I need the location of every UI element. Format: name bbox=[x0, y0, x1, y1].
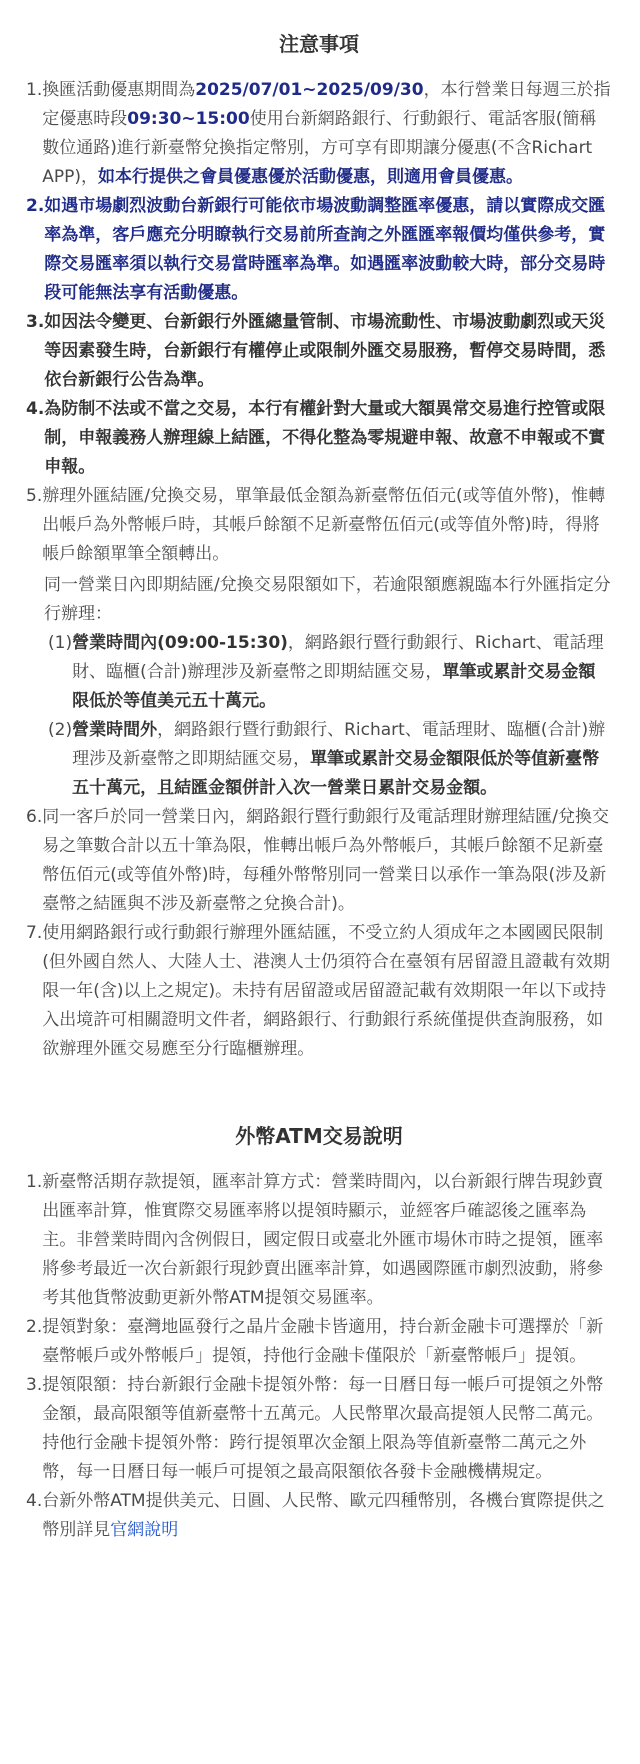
after-hours-label: 營業時間外 bbox=[72, 720, 158, 740]
item-text: 使用網路銀行或行動銀行辦理外匯結匯，不受立約人須成年之本國國民限制(但外國自然人、大陸人士、港澳人士仍須符合在臺領有居留證且證載有效期限一年(含)以上之規定)。未持有居留證或居留證記載有效期限一年以下或持入出境許可相關證明文件者，網路銀行、行動銀行系統僅提供查詢服務，如欲辦理外匯交易應至分行臨櫃辦理。 bbox=[42, 923, 610, 1059]
sub-text-part: ，網路銀行暨行動銀行、Richart、電話理財、臨櫃(合計)辦理涉及新臺幣之即期結匯交易， bbox=[72, 720, 606, 769]
item-number: 3. bbox=[26, 312, 45, 332]
item-text: 提領限額：持台新銀行金融卡提領外幣：每一日曆日每一帳戶可提領之外幣金額，最高限額等值新臺幣十五萬元。人民幣單次最高提領人民幣二萬元。持他行金融卡提領外幣：跨行提領單次金額上限為等值新臺幣二萬元之外幣，每一日曆日每一帳戶可提領之最高限額依各發卡金融機構規定。 bbox=[42, 1375, 604, 1482]
limit-intro: 同一營業日內即期結匯/兌換交易限額如下，若逾限額應親臨本行外匯指定分行辦理： bbox=[44, 575, 611, 624]
official-website-link[interactable]: 官網說明 bbox=[110, 1520, 179, 1540]
item-text-part: ，本行營業日每週三於指定優惠時段 bbox=[42, 80, 611, 129]
item-text-part: 使用台新網路銀行、行動銀行、電話客服(簡稱數位通路)進行新臺幣兌換指定幣別，方可享有即期讓分優惠(不含Richart APP)， bbox=[42, 109, 610, 187]
sub-text bbox=[72, 629, 612, 716]
item-number: 1. bbox=[26, 80, 43, 100]
promo-time: 09:30~15:00 bbox=[127, 109, 250, 129]
business-hours-label: 營業時間內(09:00-15:30) bbox=[72, 633, 288, 653]
atm-title: 外幣ATM交易說明 bbox=[235, 1124, 403, 1148]
limit-amount: 單筆或累計交易金額限低於等值新臺幣五十萬元，且結匯金額併計入次一營業日累計交易金額。 bbox=[72, 749, 600, 798]
notes-title: 注意事項 bbox=[279, 32, 359, 56]
promo-period: 2025/07/01~2025/09/30 bbox=[195, 80, 424, 100]
item-number: 4. bbox=[26, 1491, 43, 1511]
item-number: 3. bbox=[26, 1375, 43, 1395]
item-text: 如遇市場劇烈波動台新銀行可能依市場波動調整匯率優惠，請以實際成交匯率為準，客戶應充分明瞭執行交易前所查詢之外匯匯率報價均僅供參考，實際交易匯率須以執行交易當時匯率為準。如遇匯率波動較大時，部分交易時段可能無法享有活動優惠。 bbox=[44, 196, 606, 303]
sub-text bbox=[72, 716, 612, 803]
item-number: 4. bbox=[26, 399, 45, 419]
sub-number: (2) bbox=[48, 720, 73, 740]
notes-item-5 bbox=[26, 482, 612, 569]
limit-amount: 單筆或累計交易金額限低於等值美元五十萬元。 bbox=[72, 662, 596, 711]
item-text-part: 台新外幣ATM提供美元、日圓、人民幣、歐元四種幣別，各機台實際提供之幣別詳見 bbox=[42, 1491, 605, 1540]
notes-item-4 bbox=[26, 395, 612, 482]
notes-list bbox=[26, 76, 612, 1064]
notes-item-3 bbox=[26, 308, 612, 395]
item-number: 6. bbox=[26, 807, 43, 827]
notes-item-6 bbox=[26, 803, 612, 919]
sub-number: (1) bbox=[48, 633, 73, 653]
notes-item-1 bbox=[26, 76, 612, 192]
item-text: 新臺幣活期存款提領，匯率計算方式：營業時間內，以台新銀行牌告現鈔賣出匯率計算，惟實際交易匯率將以提領時顯示，並經客戶確認後之匯率為主。非營業時間內含例假日，國定假日或臺北外匯市場休市時之提領，匯率將參考最近一次台新銀行現鈔賣出匯率計算，如遇國際匯市劇烈波動，將參考其他貨幣波動更新外幣ATM提領交易匯率。 bbox=[42, 1172, 604, 1308]
item-number: 1. bbox=[26, 1172, 43, 1192]
item-number: 2. bbox=[26, 1317, 43, 1337]
item-number: 5. bbox=[26, 486, 43, 506]
atm-list bbox=[26, 1168, 612, 1545]
item-text: 如因法令變更、台新銀行外匯總量管制、市場流動性、市場波動劇烈或天災等因素發生時，台新銀行有權停止或限制外匯交易服務，暫停交易時間，悉依台新銀行公告為準。 bbox=[44, 312, 606, 390]
item-text: 同一客戶於同一營業日內，網路銀行暨行動銀行及電話理財辦理結匯/兌換交易之筆數合計以五十筆為限，惟轉出帳戶為外幣帳戶，其帳戶餘額不足新臺幣伍佰元(或等值外幣)時，每種外幣幣別同一營業日以承作一筆為限(涉及新臺幣之結匯與不涉及新臺幣之兌換合計)。 bbox=[42, 807, 609, 914]
atm-item-1 bbox=[26, 1168, 612, 1313]
item-text: 提領對象：臺灣地區發行之晶片金融卡皆適用，持台新金融卡可選擇於「新臺幣帳戶或外幣帳戶」提領，持他行金融卡僅限於「新臺幣帳戶」提領。 bbox=[42, 1317, 604, 1366]
notes-item-2 bbox=[26, 192, 612, 308]
item-number: 2. bbox=[26, 196, 45, 216]
atm-item-4 bbox=[26, 1487, 612, 1545]
item-text: 為防制不法或不當之交易，本行有權針對大量或大額異常交易進行控管或限制，申報義務人辦理線上結匯，不得化整為零規避申報、故意不申報或不實申報。 bbox=[44, 399, 606, 477]
item-text-part: 換匯活動優惠期間為 bbox=[42, 80, 196, 100]
atm-item-3 bbox=[26, 1371, 612, 1487]
limit-sub-2 bbox=[48, 716, 612, 803]
item-number: 7. bbox=[26, 923, 43, 943]
notes-item-7 bbox=[26, 919, 612, 1064]
atm-item-2 bbox=[26, 1313, 612, 1371]
member-priority-note: 如本行提供之會員優惠優於活動優惠，則適用會員優惠。 bbox=[98, 167, 523, 187]
item-text: 辦理外匯結匯/兌換交易，單筆最低金額為新臺幣伍佰元(或等值外幣)，惟轉出帳戶為外幣帳戶時，其帳戶餘額不足新臺幣伍佰元(或等值外幣)時，得將帳戶餘額單筆全額轉出。 bbox=[42, 486, 606, 564]
item-text bbox=[42, 1487, 612, 1545]
item-text bbox=[42, 76, 612, 192]
sub-text-part: ，網路銀行暨行動銀行、Richart、電話理財、臨櫃(合計)辦理涉及新臺幣之即期結匯交易， bbox=[72, 633, 604, 682]
limit-sub-1 bbox=[48, 629, 612, 716]
